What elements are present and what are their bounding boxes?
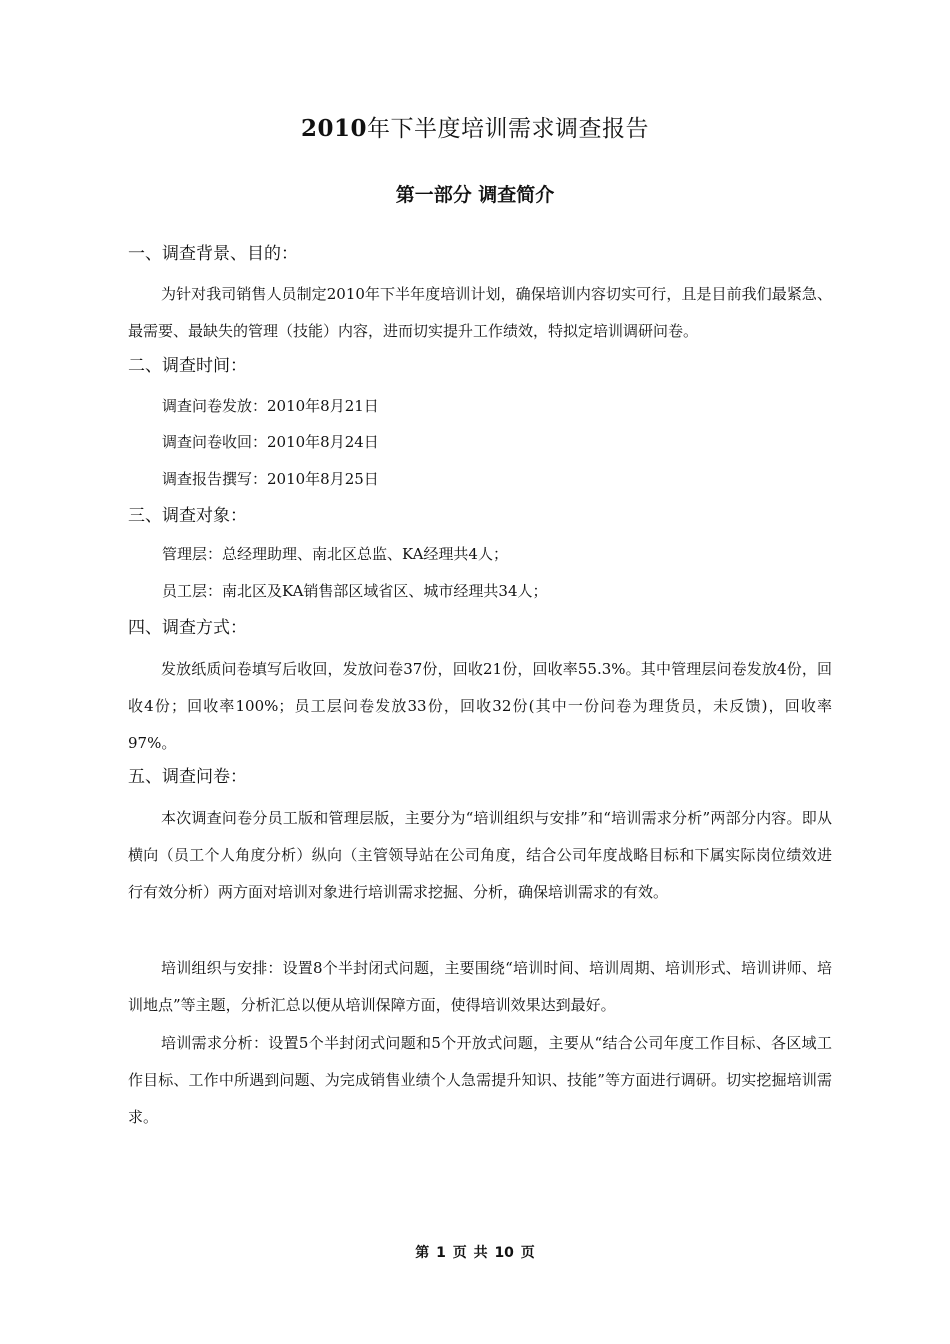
document-title-year: 2010	[300, 115, 367, 142]
section-heading-questionnaire: 五、调查问卷：	[128, 767, 247, 787]
page-footer: 第 1 页 共 10 页	[415, 1245, 535, 1261]
section-paragraph-method: 发放纸质问卷填写后收回，发放问卷37份，回收21份，回收率55.3%。其中管理层问卷发放4份，回收4份；回收率100%；员工层问卷发放33份，回收32份(其中一份问卷为理货员，未反馈)，回收率97%。	[128, 660, 832, 752]
survey-collection-date: 调查问卷收回：2010年8月24日	[162, 433, 379, 451]
section-paragraph-background: 为针对我司销售人员制定2010年下半年度培训计划，确保培训内容切实可行，且是目前我们最紧急、最需要、最缺失的管理（技能）内容，进而切实提升工作绩效，特拟定培训调研问卷。	[128, 285, 832, 340]
subjects-staff: 员工层：南北区及KA销售部区域省区、城市经理共34人；	[162, 582, 548, 600]
section-heading-subjects: 三、调查对象：	[128, 506, 247, 526]
survey-report-date: 调查报告撰写：2010年8月25日	[162, 470, 379, 488]
section-heading-time: 二、调查时间：	[128, 356, 247, 376]
questionnaire-paragraph-organization: 培训组织与安排：设置8个半封闭式问题，主要围绕“培训时间、培训周期、培训形式、培训讲师、培训地点”等主题，分析汇总以便从培训保障方面，使得培训效果达到最好。	[128, 959, 832, 1014]
document-title-text: 年下半度培训需求调查报告	[367, 116, 649, 142]
document-title	[0, 112, 950, 146]
section-heading-background: 一、调查背景、目的：	[128, 244, 298, 264]
part-title: 第一部分 调查简介	[395, 184, 555, 206]
survey-distribution-date: 调查问卷发放：2010年8月21日	[162, 397, 379, 415]
questionnaire-paragraph-needs: 培训需求分析：设置5个半封闭式问题和5个开放式问题，主要从“结合公司年度工作目标、各区域工作目标、工作中所遇到问题、为完成销售业绩个人急需提升知识、技能”等方面进行调研。切实挖掘培训需求。	[128, 1034, 832, 1126]
section-heading-method: 四、调查方式：	[128, 618, 247, 638]
questionnaire-paragraph-overview: 本次调查问卷分员工版和管理层版，主要分为“培训组织与安排”和“培训需求分析”两部分内容。即从横向（员工个人角度分析）纵向（主管领导站在公司角度，结合公司年度战略目标和下属实际岗位绩效进行有效分析）两方面对培训对象进行培训需求挖掘、分析，确保培训需求的有效。	[128, 809, 832, 901]
subjects-management: 管理层：总经理助理、南北区总监、KA经理共4人；	[162, 545, 508, 563]
